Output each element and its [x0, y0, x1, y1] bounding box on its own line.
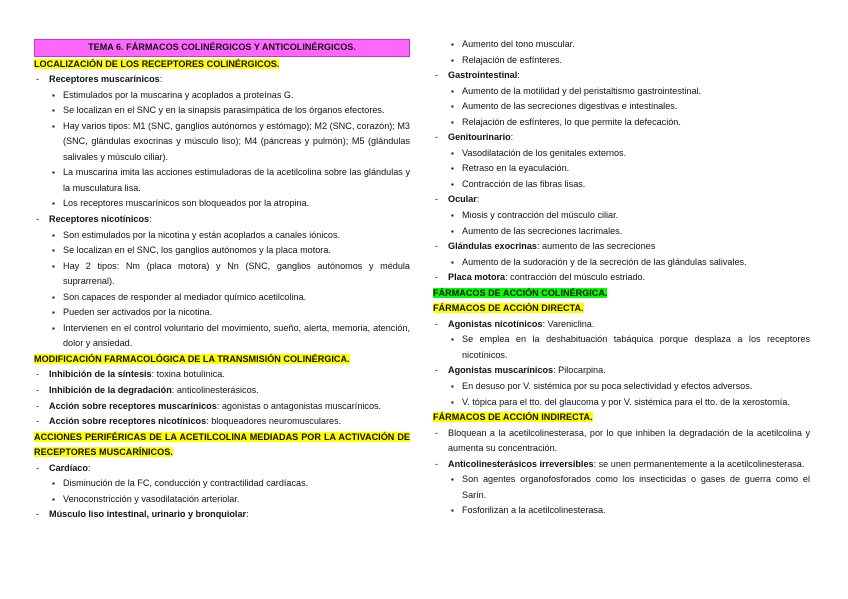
right-column	[433, 37, 814, 519]
list-item: - Acción sobre receptores nicotínicos: bloqueadores neuromusculares.	[34, 414, 416, 430]
list-item: ▪ Disminución de la FC, conducción y contractilidad cardíacas.	[34, 476, 416, 492]
list-item: ▪ Pueden ser activados por la nicotina.	[34, 305, 416, 321]
heading-localizacion: LOCALIZACIÓN DE LOS RECEPTORES COLINÉRGICOS.	[34, 58, 280, 69]
heading-accion-indirecta: FÁRMACOS DE ACCIÓN INDIRECTA.	[433, 412, 593, 423]
list-item: ▪ Vasodilatación de los genitales externos.	[433, 146, 814, 162]
list-item-nicotinicos: - Receptores nicotínicos:	[34, 212, 416, 228]
list-item: ▪ Los receptores muscarínicos son bloqueados por la atropina.	[34, 196, 416, 212]
list-item-glandulas: - Glándulas exocrinas: aumento de las secreciones	[433, 239, 814, 255]
list-item: ▪ Aumento de las secreciones digestivas e intestinales.	[433, 99, 814, 115]
list-item: - Bloquean a la acetilcolinesterasa, por lo que inhiben la degradación de la acetilcolina y aumenta su concentración.	[433, 426, 814, 457]
list-item: ▪ Hay 2 tipos: Nm (placa motora) y Nn (SNC, ganglios autónomos y médula suprarrenal).	[34, 259, 416, 290]
list-item: ▪ La muscarina imita las acciones estimuladoras de la acetilcolina sobre las glándulas y la musculatura lisa.	[34, 165, 416, 196]
list-item: ▪ Relajación de esfínteres.	[433, 53, 814, 69]
list-item-placa-motora: - Placa motora: contracción del músculo estriado.	[433, 270, 814, 286]
list-item: ▪ V. tópica para el tto. del glaucoma y por V. sistémica para el tto. de la xerostomía.	[433, 395, 814, 411]
list-item: ▪ Venoconstricción y vasodilatación arteriolar.	[34, 492, 416, 508]
list-item: ▪ Son estimulados por la nicotina y están acoplados a canales iónicos.	[34, 228, 416, 244]
list-item: ▪ Estimulados por la muscarina y acoplados a proteínas G.	[34, 88, 416, 104]
list-item: ▪ En desuso por V. sistémica por su poca selectividad y efectos adversos.	[433, 379, 814, 395]
list-item: ▪ Son capaces de responder al mediador químico acetilcolina.	[34, 290, 416, 306]
list-item: ▪ Relajación de esfínteres, lo que permite la defecación.	[433, 115, 814, 131]
list-item: ▪ Hay varios tipos: M1 (SNC, ganglios autónomos y estómago); M2 (SNC, corazón); M3 (SNC, glándulas exocrinas y músculo liso); M4 (páncreas y pulmón); M5 (glándulas salivales y músculo ciliar).	[34, 119, 416, 166]
list-item: ▪ Miosis y contracción del músculo ciliar.	[433, 208, 814, 224]
list-item: - Inhibición de la síntesis: toxina botulínica.	[34, 367, 416, 383]
list-item: ▪ Se localizan en el SNC y en la sinapsis parasimpática de los órganos efectores.	[34, 103, 416, 119]
left-column	[34, 39, 416, 523]
heading-acciones-perifericas: ACCIONES PERIFÉRICAS DE LA ACETILCOLINA MEDIADAS POR LA ACTIVACIÓN DE RECEPTORES MUSCARÍNICOS.	[34, 431, 410, 458]
list-item: ▪ Aumento de la motilidad y del peristaltismo gastrointestinal.	[433, 84, 814, 100]
heading-modificacion: MODIFICACIÓN FARMACOLÓGICA DE LA TRANSMISIÓN COLINÉRGICA.	[34, 353, 350, 364]
list-item-ocular: - Ocular:	[433, 192, 814, 208]
list-item-musculo-liso: - Músculo liso intestinal, urinario y bronquiolar:	[34, 507, 416, 523]
heading-accion-directa: FÁRMACOS DE ACCIÓN DIRECTA.	[433, 303, 584, 314]
heading-accion-colinergica: FÁRMACOS DE ACCIÓN COLINÉRGICA.	[433, 287, 608, 298]
list-item: ▪ Contracción de las fibras lisas.	[433, 177, 814, 193]
list-item: ▪ Intervienen en el control voluntario del movimiento, sueño, alerta, memoria, atención, dolor y ansiedad.	[34, 321, 416, 352]
list-item: ▪ Aumento de la sudoración y de la secreción de las glándulas salivales.	[433, 255, 814, 271]
list-item-gastrointestinal: - Gastrointestinal:	[433, 68, 814, 84]
list-item: ▪ Retraso en la eyaculación.	[433, 161, 814, 177]
list-item-genitourinario: - Genitourinario:	[433, 130, 814, 146]
list-item: - Inhibición de la degradación: anticolinesterásicos.	[34, 383, 416, 399]
list-item: - Acción sobre receptores muscarínicos: agonistas o antagonistas muscarínicos.	[34, 399, 416, 415]
list-item-cardiaco: - Cardíaco:	[34, 461, 416, 477]
document-title: TEMA 6. FÁRMACOS COLINÉRGICOS Y ANTICOLINÉRGICOS.	[34, 39, 410, 57]
list-item: ▪ Aumento de las secreciones lacrimales.	[433, 224, 814, 240]
list-item: ▪ Aumento del tono muscular.	[433, 37, 814, 53]
list-item: ▪ Son agentes organofosforados como los insecticidas o gases de guerra como el Sarín.	[433, 472, 814, 503]
list-item: ▪ Se emplea en la deshabituación tabáquica porque desplaza a los receptores nicotínicos.	[433, 332, 814, 363]
list-item: ▪ Fosforilizan a la acetilcolinesterasa.	[433, 503, 814, 519]
list-item: ▪ Se localizan en el SNC, los ganglios autónomos y la placa motora.	[34, 243, 416, 259]
list-item-muscarinicos: - Receptores muscarínicos:	[34, 72, 416, 88]
list-item-anticolinesterasicos: - Anticolinesterásicos irreversibles: se unen permanentemente a la acetilcolinesterasa.	[433, 457, 814, 473]
list-item-agonistas-nicotinicos: - Agonistas nicotínicos: Vareniclina.	[433, 317, 814, 333]
list-item-agonistas-muscarinicos: - Agonistas muscarínicos: Pilocarpina.	[433, 363, 814, 379]
